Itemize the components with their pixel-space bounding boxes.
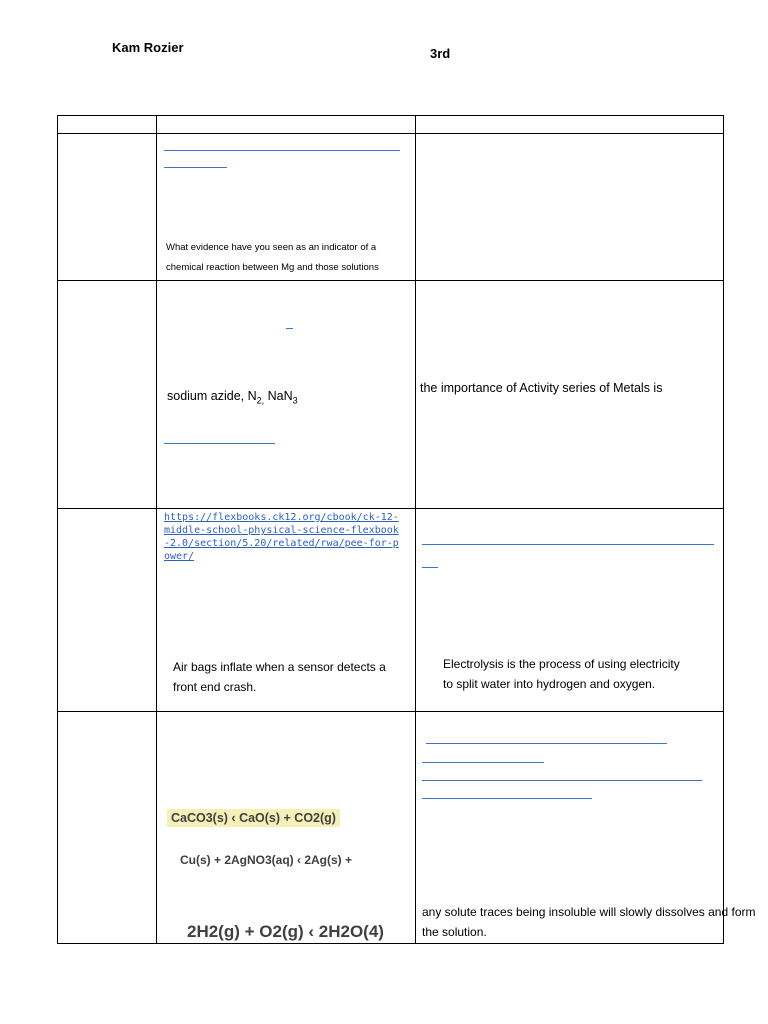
table-border-top — [57, 115, 724, 116]
row1-question: What evidence have you seen as an indicator of a chemical reaction between Mg and those solutions — [166, 242, 379, 273]
table-border-bottom — [57, 943, 724, 944]
row3-electrolysis-text: Electrolysis is the process of using electricity to split water into hydrogen and oxygen. — [443, 657, 680, 691]
table-border-right — [723, 115, 724, 944]
row3-airbag-text: Air bags inflate when a sensor detects a front end crash. — [173, 660, 386, 694]
link-underline[interactable] — [164, 443, 275, 444]
class-period: 3rd — [430, 46, 451, 61]
equation-synthesis: 2H2(g) + O2(g) ‹ 2H2O(4) — [187, 922, 384, 941]
row4-solute-text: any solute traces being insoluble will slowly dissolves and form the solution. — [422, 905, 756, 939]
table-column-divider — [415, 115, 416, 944]
row2-substances: sodium azide, $N_{2,}$ NaN$_3$ — [167, 389, 298, 406]
link-underline[interactable] — [164, 167, 227, 168]
table-divider — [57, 711, 724, 712]
link-underline[interactable] — [164, 150, 400, 151]
table-column-divider — [156, 115, 157, 944]
row2-activity-series: the importance of Activity series of Metals is — [420, 381, 663, 395]
table-divider — [57, 508, 724, 509]
link-underline[interactable] — [422, 567, 438, 568]
link-underline[interactable] — [422, 780, 702, 781]
equation-decomposition: CaCO3(s) ‹ CaO(s) + CO2(g) — [167, 811, 340, 825]
reference-link[interactable]: https://flexbooks.ck12.org/cbook/ck-12-middle-school-physical-science-flexbook-2.0/section/5.20/related/rwa/pee-for-power/ — [164, 512, 399, 562]
link-underline[interactable] — [422, 798, 592, 799]
link-underline[interactable] — [426, 743, 667, 744]
link-underline[interactable] — [422, 544, 714, 545]
table-divider — [57, 280, 724, 281]
equation-single-replacement: Cu(s) + 2AgNO3(aq) ‹ 2Ag(s) + — [180, 853, 353, 867]
table-border-left — [57, 115, 58, 944]
table-divider — [57, 133, 724, 134]
link-underline[interactable] — [286, 328, 293, 329]
student-name: Kam Rozier — [112, 40, 184, 55]
link-underline[interactable] — [422, 762, 544, 763]
